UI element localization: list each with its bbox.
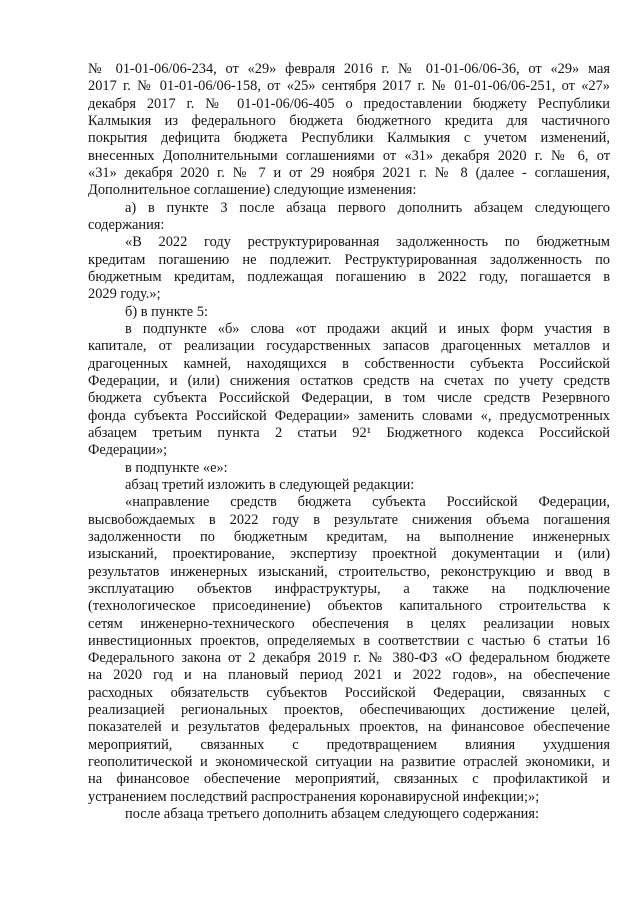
text-line: в подпункте «е»:: [125, 459, 228, 476]
text-line: абзац третий изложить в следующей редакции:: [125, 476, 415, 493]
text-line: 2029 году.»;: [88, 286, 161, 303]
text-line: геополитической и экономической ситуации на развитие отраслей экономики, и: [88, 754, 610, 771]
text-line: бюджета субъекта Российской Федерации, в том числе средств Резервного: [88, 390, 610, 407]
paragraph-item-a: [88, 200, 610, 235]
text-line: на 2020 год и на плановый период 2021 и 2022 годов», на обеспечение: [88, 667, 610, 684]
text-line: реализацией региональных проектов, обеспечивающих достижение целей,: [88, 702, 610, 719]
text-line: абзацем третьим пункта 2 статьи 92¹ Бюджетного кодекса Российской: [88, 424, 610, 441]
text-line: результатов инженерных изысканий, строительство, реконструкцию и ввод в: [88, 563, 610, 580]
paragraph-quote-restructured-debt: [88, 234, 610, 303]
text-line: Калмыкия из федерального бюджета бюджетного кредита для частичного: [88, 112, 610, 129]
text-line: «направление средств бюджета субъекта Российской Федерации,: [125, 494, 610, 511]
paragraph-subitem-b-wording: [88, 321, 610, 460]
text-line: в подпункте «б» слова «от продажи акций и иных форм участия в: [125, 320, 610, 337]
text-line: «31» декабря 2020 г. № 7 и от 29 ноября 2021 г. № 8 (далее - соглашения,: [88, 164, 610, 181]
text-line: Федерации, и (или) снижения остатков средств на счетах по учету средств: [88, 372, 610, 389]
text-line: после абзаца третьего дополнить абзацем следующего содержания:: [125, 806, 539, 823]
text-line: содержания:: [88, 216, 165, 233]
text-line: драгоценных камней, находящихся в собственности субъекта Российской: [88, 355, 610, 372]
text-line: Федерации»;: [88, 442, 168, 459]
document-body: [88, 61, 610, 823]
text-line: инвестиционных проектов, определяемых в соответствии с частью 6 статьи 16: [88, 632, 610, 649]
text-line: устранением последствий распространения коронавирусной инфекции;»;: [88, 788, 540, 805]
text-line: мероприятий, связанных с предотвращением влияния ухудшения: [88, 736, 610, 753]
paragraph-agreements-continuation: [88, 61, 610, 200]
paragraph-item-b: [88, 304, 610, 321]
text-line: б) в пункте 5:: [125, 303, 208, 320]
text-line: изысканий, проектирование, экспертизу проектной документации и (или): [88, 546, 610, 563]
text-line: Дополнительное соглашение) следующие изменения:: [88, 182, 417, 199]
text-line: (технологическое присоединение) объектов капитального строительства к: [88, 598, 610, 615]
text-line: капитале, от реализации государственных запасов драгоценных металлов и: [88, 338, 610, 355]
paragraph-third-abzac-instruction: [88, 477, 610, 494]
text-line: задолженности по бюджетным кредитам, на выполнение инженерных: [88, 528, 610, 545]
text-line: покрытия дефицита бюджета Республики Калмыкия с учетом изменений,: [88, 130, 610, 147]
text-line: 2017 г. № 01-01-06/06-158, от «25» сентября 2017 г. № 01-01-06/06-251, от «27»: [88, 78, 610, 95]
paragraph-after-third-abzac: [88, 806, 610, 823]
text-line: сетям инженерно-технического обеспечения в целях реализации новых: [88, 615, 610, 632]
text-line: бюджетным кредитам, подлежащая погашению в 2022 году, погашается в: [88, 268, 610, 285]
text-line: декабря 2017 г. № 01-01-06/06-405 о предоставлении бюджету Республики: [88, 95, 610, 112]
text-line: расходных обязательств субъектов Российской Федерации, связанных с: [88, 684, 610, 701]
text-line: Федерального закона от 2 декабря 2019 г. № 380-ФЗ «О федеральном бюджете: [88, 650, 610, 667]
text-line: высвобождаемых в 2022 году в результате снижения объема погашения: [88, 511, 610, 528]
text-line: кредитам погашению не подлежит. Реструктурированная задолженность по: [88, 251, 610, 268]
text-line: на финансовое обеспечение мероприятий, связанных с профилактикой и: [88, 771, 610, 788]
text-line: фонда субъекта Российской Федерации» заменить словами «, предусмотренных: [88, 407, 610, 424]
text-line: а) в пункте 3 после абзаца первого дополнить абзацем следующего: [125, 199, 610, 216]
text-line: № 01-01-06/06-234, от «29» февраля 2016 г. № 01-01-06/06-36, от «29» мая: [88, 61, 610, 77]
text-line: эксплуатацию объектов инфраструктуры, а также на подключение: [88, 580, 610, 597]
paragraph-subitem-e: [88, 460, 610, 477]
text-line: внесенных Дополнительными соглашениями от «31» декабря 2020 г. № 6, от: [88, 147, 610, 164]
text-line: показателей и результатов федеральных проектов, на финансовое обеспечение: [88, 719, 610, 736]
paragraph-quote-new-wording: [88, 494, 610, 806]
text-line: «В 2022 году реструктурированная задолженность по бюджетным: [125, 234, 610, 251]
